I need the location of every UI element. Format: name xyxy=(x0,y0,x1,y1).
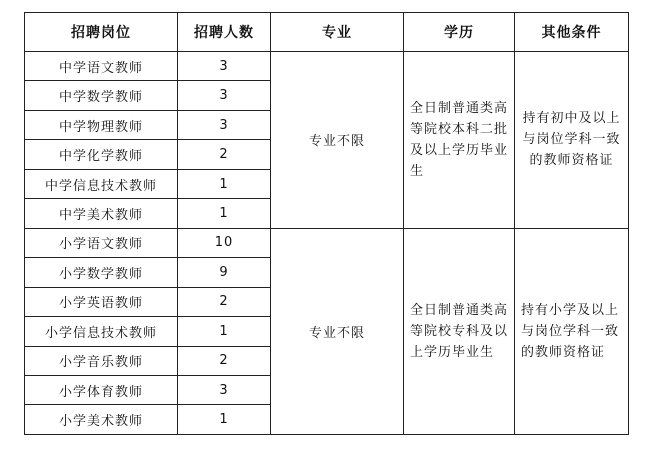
header-education: 学历 xyxy=(404,13,515,52)
primary-major-cell: 专业不限 xyxy=(271,228,404,434)
post-cell: 中学美术教师 xyxy=(25,199,178,228)
post-cell: 小学音乐教师 xyxy=(25,346,178,375)
table-row xyxy=(25,228,629,257)
count-cell: 3 xyxy=(178,52,271,81)
post-cell: 小学美术教师 xyxy=(25,405,178,435)
post-cell: 小学信息技术教师 xyxy=(25,317,178,346)
recruitment-table xyxy=(24,12,629,435)
count-cell: 9 xyxy=(178,258,271,287)
table-row xyxy=(25,52,629,81)
header-post: 招聘岗位 xyxy=(25,13,178,52)
header-count: 招聘人数 xyxy=(178,13,271,52)
post-cell: 中学化学教师 xyxy=(25,140,178,169)
post-cell: 小学英语教师 xyxy=(25,287,178,316)
post-cell: 中学物理教师 xyxy=(25,110,178,139)
count-cell: 1 xyxy=(178,199,271,228)
header-major: 专业 xyxy=(271,13,404,52)
primary-education-cell: 全日制普通类高等院校专科及以上学历毕业生 xyxy=(404,228,515,434)
post-cell: 小学体育教师 xyxy=(25,375,178,404)
middle-major-cell: 专业不限 xyxy=(271,52,404,229)
count-cell: 2 xyxy=(178,140,271,169)
count-cell: 10 xyxy=(178,228,271,257)
post-cell: 中学语文教师 xyxy=(25,52,178,81)
primary-other-cell: 持有小学及以上与岗位学科一致的教师资格证 xyxy=(515,228,629,434)
count-cell: 1 xyxy=(178,317,271,346)
count-cell: 3 xyxy=(178,81,271,110)
count-cell: 2 xyxy=(178,346,271,375)
count-cell: 1 xyxy=(178,405,271,435)
post-cell: 中学信息技术教师 xyxy=(25,169,178,198)
header-row xyxy=(25,13,629,52)
count-cell: 3 xyxy=(178,375,271,404)
post-cell: 小学数学教师 xyxy=(25,258,178,287)
middle-other-cell: 持有初中及以上与岗位学科一致的教师资格证 xyxy=(515,52,629,229)
count-cell: 2 xyxy=(178,287,271,316)
post-cell: 中学数学教师 xyxy=(25,81,178,110)
post-cell: 小学语文教师 xyxy=(25,228,178,257)
middle-education-cell: 全日制普通类高等院校本科二批及以上学历毕业生 xyxy=(404,52,515,229)
count-cell: 1 xyxy=(178,169,271,198)
header-other: 其他条件 xyxy=(515,13,629,52)
count-cell: 3 xyxy=(178,110,271,139)
